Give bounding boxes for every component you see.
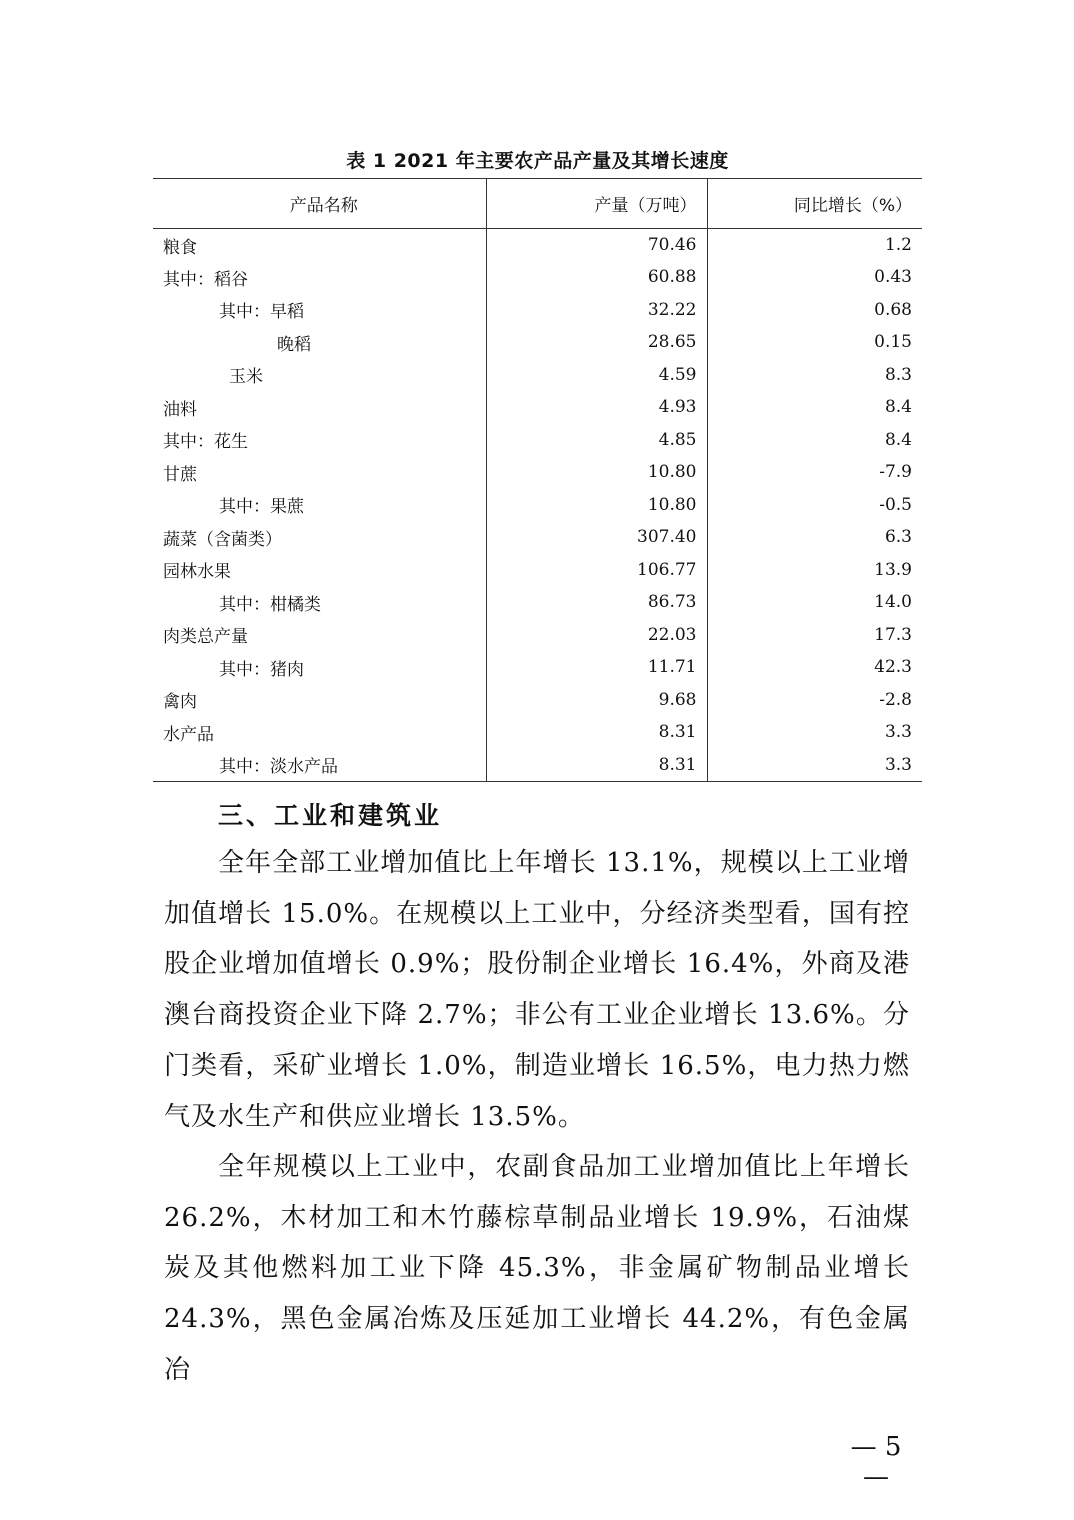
row-output: 11.71 [486, 651, 707, 684]
table-row [153, 521, 922, 554]
table-row [153, 651, 922, 684]
row-output: 9.68 [486, 684, 707, 717]
row-name: 其中：柑橘类 [219, 594, 321, 615]
row-output: 8.31 [486, 749, 707, 782]
row-output: 10.80 [486, 489, 707, 522]
row-output: 106.77 [486, 554, 707, 587]
row-name: 油料 [163, 399, 197, 420]
row-output: 86.73 [486, 586, 707, 619]
table-row [153, 456, 922, 489]
row-name: 园林水果 [163, 562, 231, 583]
table-title: 表 1 2021 年主要农产品产量及其增长速度 [346, 150, 729, 172]
row-output: 307.40 [486, 521, 707, 554]
row-growth: 8.4 [707, 424, 922, 457]
row-output: 32.22 [486, 294, 707, 327]
row-name: 水产品 [163, 724, 214, 745]
row-output: 4.59 [486, 359, 707, 392]
agri-output-table [153, 178, 922, 782]
row-name: 禽肉 [163, 692, 197, 713]
row-name: 其中：猪肉 [219, 659, 304, 680]
row-growth: 0.43 [707, 261, 922, 294]
table-row [153, 489, 922, 522]
row-output: 22.03 [486, 619, 707, 652]
table-row [153, 424, 922, 457]
row-name: 其中：稻谷 [163, 269, 248, 290]
row-name: 其中：花生 [163, 432, 248, 453]
row-growth: 8.3 [707, 359, 922, 392]
row-name: 蔬菜（含菌类） [163, 529, 282, 550]
table-row [153, 716, 922, 749]
table-row [153, 586, 922, 619]
body-paragraph: 全年规模以上工业中，农副食品加工业增加值比上年增长 26.2%，木材加工和木竹藤棕草制品业增长 19.9%，石油煤炭及其他燃料加工业下降 45.3%，非金属矿物制品业增长 24.3%，黑色金属冶炼及压延加工业增长 44.2%，有色金属冶 [164, 1152, 910, 1385]
row-output: 4.85 [486, 424, 707, 457]
table-row [153, 294, 922, 327]
table-row [153, 391, 922, 424]
table-row [153, 359, 922, 392]
row-growth: 6.3 [707, 521, 922, 554]
row-name: 其中：果蔗 [219, 497, 304, 518]
page-number: — 5 — [850, 1432, 902, 1492]
row-growth: -0.5 [707, 489, 922, 522]
row-name: 粮食 [163, 237, 197, 258]
row-growth: 0.68 [707, 294, 922, 327]
row-output: 8.31 [486, 716, 707, 749]
row-name: 玉米 [229, 367, 263, 388]
table-row [153, 749, 922, 782]
row-name: 肉类总产量 [163, 627, 248, 648]
table-row [153, 684, 922, 717]
header-product-name: 产品名称 [153, 179, 486, 229]
body-paragraph: 全年全部工业增加值比上年增长 13.1%，规模以上工业增加值增长 15.0%。在规模以上工业中，分经济类型看，国有控股企业增加值增长 0.9%；股份制企业增长 16.4%，外商及港澳台商投资企业下降 2.7%；非公有工业企业增长 13.6%。分门类看，采矿业增长 1.0%，制造业增长 16.5%，电力热力燃气及水生产和供应业增长 13.5%。 [164, 848, 910, 1132]
row-output: 28.65 [486, 326, 707, 359]
row-name: 晚稻 [277, 334, 311, 355]
table-row [153, 229, 922, 262]
row-growth: 17.3 [707, 619, 922, 652]
row-output: 60.88 [486, 261, 707, 294]
row-growth: 13.9 [707, 554, 922, 587]
row-output: 10.80 [486, 456, 707, 489]
row-growth: 14.0 [707, 586, 922, 619]
row-output: 4.93 [486, 391, 707, 424]
row-growth: 3.3 [707, 716, 922, 749]
row-name: 其中：淡水产品 [153, 749, 486, 782]
row-growth: -2.8 [707, 684, 922, 717]
row-growth: 1.2 [707, 229, 922, 262]
table-header-row [153, 179, 922, 229]
table-row [153, 554, 922, 587]
row-growth: -7.9 [707, 456, 922, 489]
row-growth: 42.3 [707, 651, 922, 684]
row-growth: 0.15 [707, 326, 922, 359]
section-heading: 三、工业和建筑业 [218, 801, 443, 830]
table-row [153, 261, 922, 294]
row-name: 甘蔗 [163, 464, 197, 485]
table-row [153, 326, 922, 359]
row-growth: 3.3 [707, 749, 922, 782]
header-growth: 同比增长（%） [707, 179, 922, 229]
row-name: 其中：早稻 [219, 302, 304, 323]
row-output: 70.46 [486, 229, 707, 262]
table-row [153, 619, 922, 652]
header-output: 产量（万吨） [486, 179, 707, 229]
row-growth: 8.4 [707, 391, 922, 424]
